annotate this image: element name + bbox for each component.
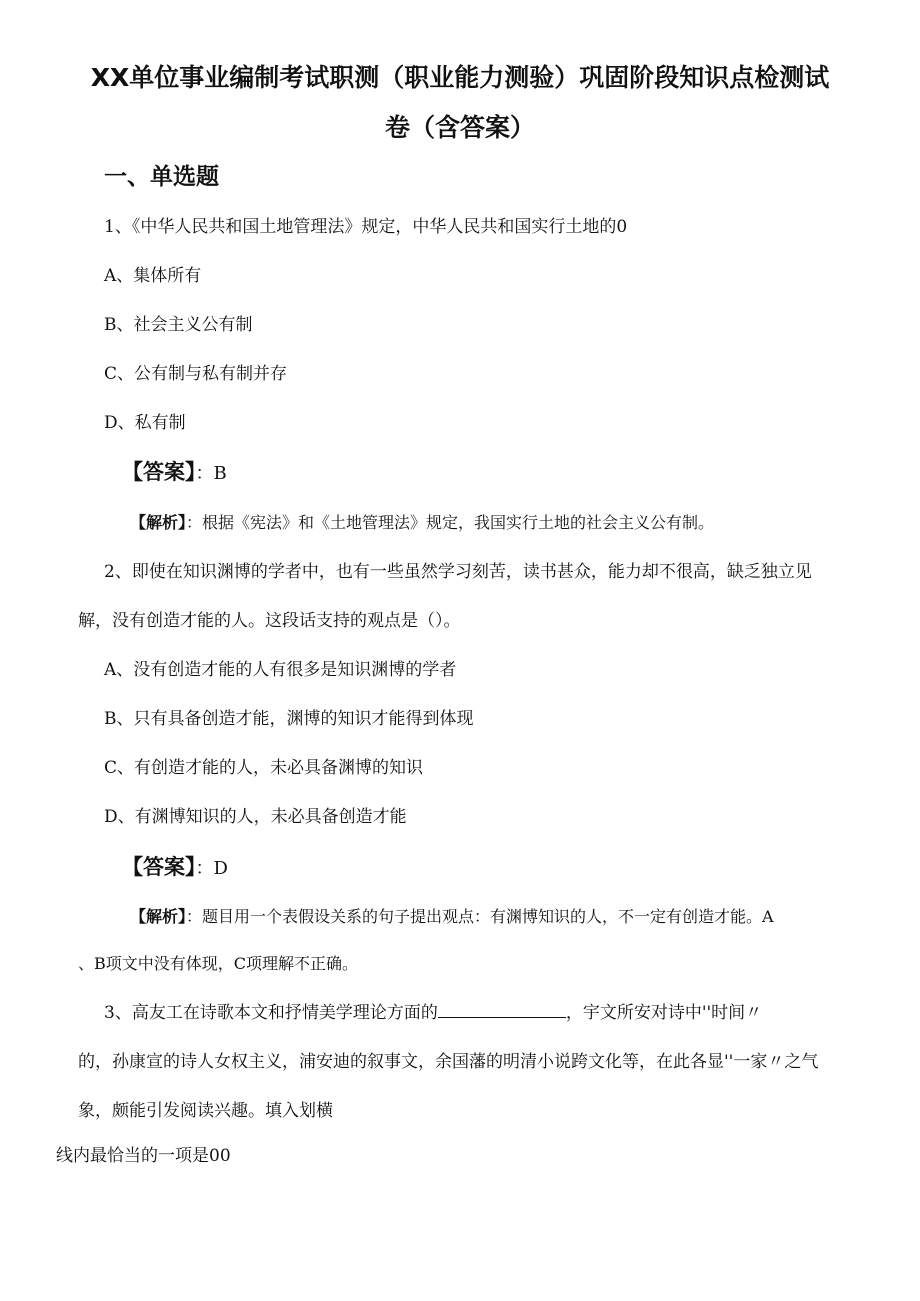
q1-option-a: A、集体所有 — [104, 266, 202, 286]
q1-answer-value: ：B — [195, 463, 227, 484]
q2-option-a: A、没有创造才能的人有很多是知识渊博的学者 — [104, 660, 457, 680]
q1-stem: 1、《中华人民共和国土地管理法》规定，中华人民共和国实行土地的0 — [104, 217, 628, 237]
q2-explanation-text: ：题目用一个表假设关系的句子提出观点：有渊博知识的人，不一定有创造才能。A — [186, 907, 774, 926]
q1-answer — [122, 456, 227, 486]
q3-stem-line-1 — [104, 998, 762, 1023]
q2-answer — [122, 851, 228, 881]
doc-title-line-2: 卷（含答案） — [384, 113, 535, 142]
q1-option-b: B、社会主义公有制 — [104, 315, 253, 335]
q3-stem-line-3: 象，颇能引发阅读兴趣。填入划横 — [78, 1101, 333, 1121]
q2-answer-tag: 【答案】 — [122, 855, 196, 879]
q2-stem-line-1: 2、即使在知识渊博的学者中，也有一些虽然学习刻苦，读书甚众，能力却不很高，缺乏独立见 — [104, 562, 812, 582]
q3-stem-line-4: 线内最恰当的一项是00 — [56, 1146, 231, 1166]
q1-explanation — [130, 510, 714, 533]
q2-option-d: D、有渊博知识的人，未必具备创造才能 — [104, 807, 407, 827]
q2-explanation-line-2: 、B项文中没有体现，C项理解不正确。 — [78, 954, 359, 973]
q1-explanation-text: ：根据《宪法》和《土地管理法》规定，我国实行土地的社会主义公有制。 — [186, 513, 715, 532]
q2-stem-line-2: 解，没有创造才能的人。这段话支持的观点是（）。 — [78, 611, 461, 631]
q2-answer-value: ：D — [195, 858, 228, 879]
q1-explanation-tag: 【解析】 — [130, 513, 187, 532]
q2-option-b: B、只有具备创造才能，渊博的知识才能得到体现 — [104, 709, 474, 729]
q3-stem-part-a: 3、高友工在诗歌本文和抒情美学理论方面的 — [104, 1003, 438, 1023]
q2-explanation-tag: 【解析】 — [130, 907, 187, 926]
doc-title-line-1: XX单位事业编制考试职测（职业能力测验）巩固阶段知识点检测试 — [90, 63, 830, 92]
q2-option-c: C、有创造才能的人，未必具备渊博的知识 — [104, 758, 424, 778]
q3-fill-blank — [438, 1003, 566, 1018]
q1-option-d: D、私有制 — [104, 413, 186, 433]
q1-answer-tag: 【答案】 — [122, 460, 196, 484]
q3-stem-part-b: ，宇文所安对诗中''时间〃 — [565, 1003, 763, 1023]
q1-option-c: C、公有制与私有制并存 — [104, 364, 288, 384]
q3-stem-line-2: 的，孙康宣的诗人女权主义，浦安迪的叙事文，余国藩的明清小说跨文化等，在此各显''一家〃之气 — [78, 1052, 819, 1072]
section-heading: 一、单选题 — [104, 164, 219, 190]
q2-explanation — [130, 904, 774, 927]
